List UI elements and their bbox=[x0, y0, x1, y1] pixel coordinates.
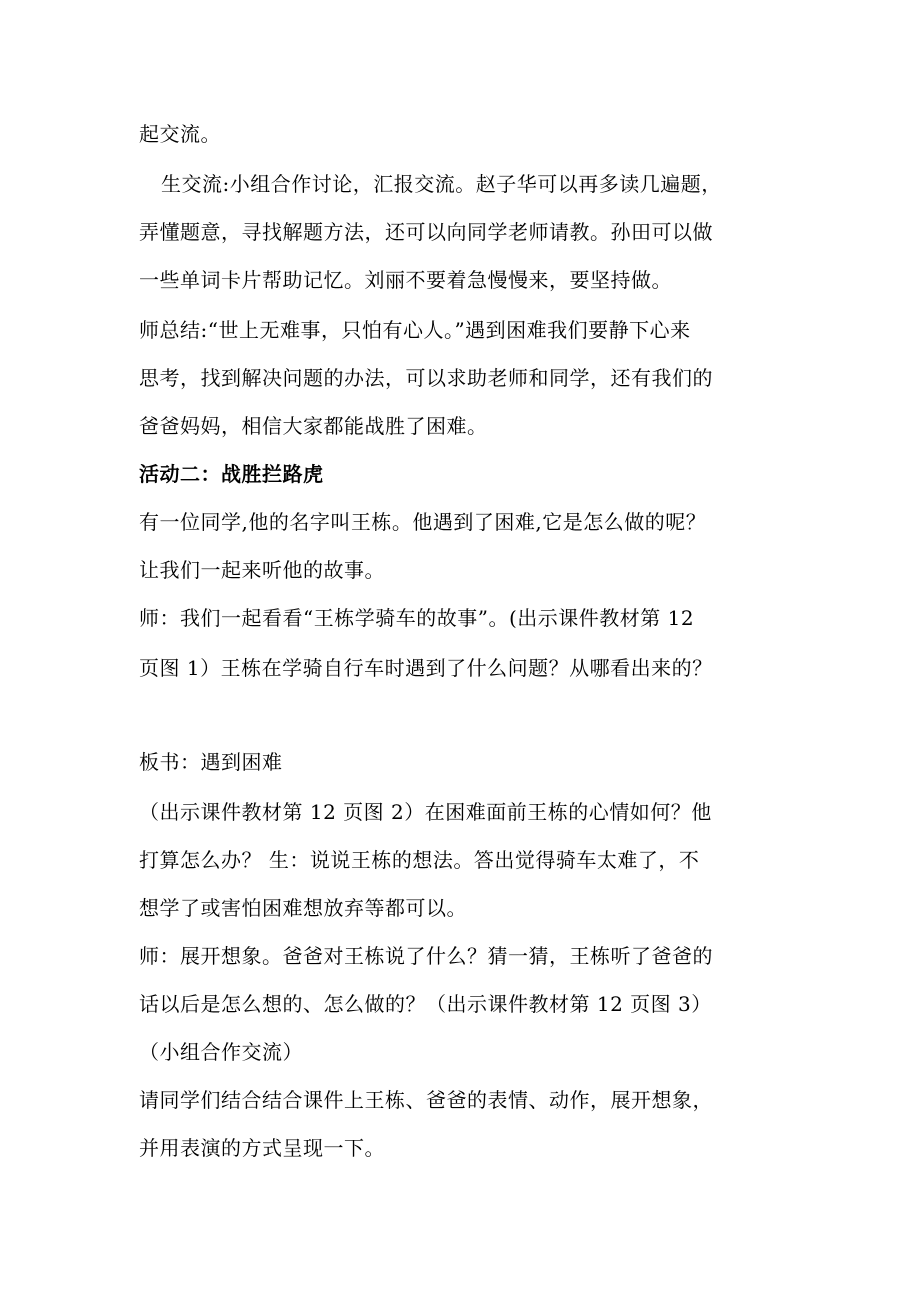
text-line: 想学了或害怕困难想放弃等都可以。 bbox=[139, 896, 467, 920]
text-line: 打算怎么办？ 生：说说王栋的想法。答出觉得骑车太难了，不 bbox=[139, 848, 700, 872]
text-line: 话以后是怎么想的、怎么做的？（出示课件教材第 12 页图 3） bbox=[139, 992, 712, 1016]
text-line: 生交流:小组合作讨论，汇报交流。赵子华可以再多读几遍题， bbox=[161, 172, 722, 196]
text-line: 弄懂题意，寻找解题方法，还可以向同学老师请教。孙田可以做 bbox=[139, 220, 713, 244]
text-line: （小组合作交流） bbox=[139, 1040, 303, 1064]
text-line: 师总结:“世上无难事，只怕有心人。”遇到困难我们要静下心来 bbox=[139, 318, 691, 342]
text-line: 板书：遇到困难 bbox=[139, 750, 283, 774]
text-line: 一些单词卡片帮助记忆。刘丽不要着急慢慢来，要坚持做。 bbox=[139, 268, 672, 292]
section-heading: 活动二：战胜拦路虎 bbox=[139, 462, 324, 486]
text-line: 起交流。 bbox=[139, 122, 221, 146]
text-line: 有一位同学,他的名字叫王栋。他遇到了困难,它是怎么做的呢？ bbox=[139, 510, 707, 534]
text-line: 爸爸妈妈，相信大家都能战胜了困难。 bbox=[139, 414, 488, 438]
text-line: 页图 1）王栋在学骑自行车时遇到了什么问题？从哪看出来的？ bbox=[139, 656, 713, 680]
text-line: 思考，找到解决问题的办法，可以求助老师和同学，还有我们的 bbox=[139, 366, 713, 390]
text-line: 师：我们一起看看“王栋学骑车的故事”。(出示课件教材第 12 bbox=[139, 606, 695, 630]
text-line: 请同学们结合结合课件上王栋、爸爸的表情、动作，展开想象， bbox=[139, 1088, 713, 1112]
text-line: 并用表演的方式呈现一下。 bbox=[139, 1136, 385, 1160]
text-line: （出示课件教材第 12 页图 2）在困难面前王栋的心情如何？他 bbox=[139, 800, 712, 824]
text-line: 师：展开想象。爸爸对王栋说了什么？猜一猜，王栋听了爸爸的 bbox=[139, 944, 713, 968]
text-line: 让我们一起来听他的故事。 bbox=[139, 558, 385, 582]
